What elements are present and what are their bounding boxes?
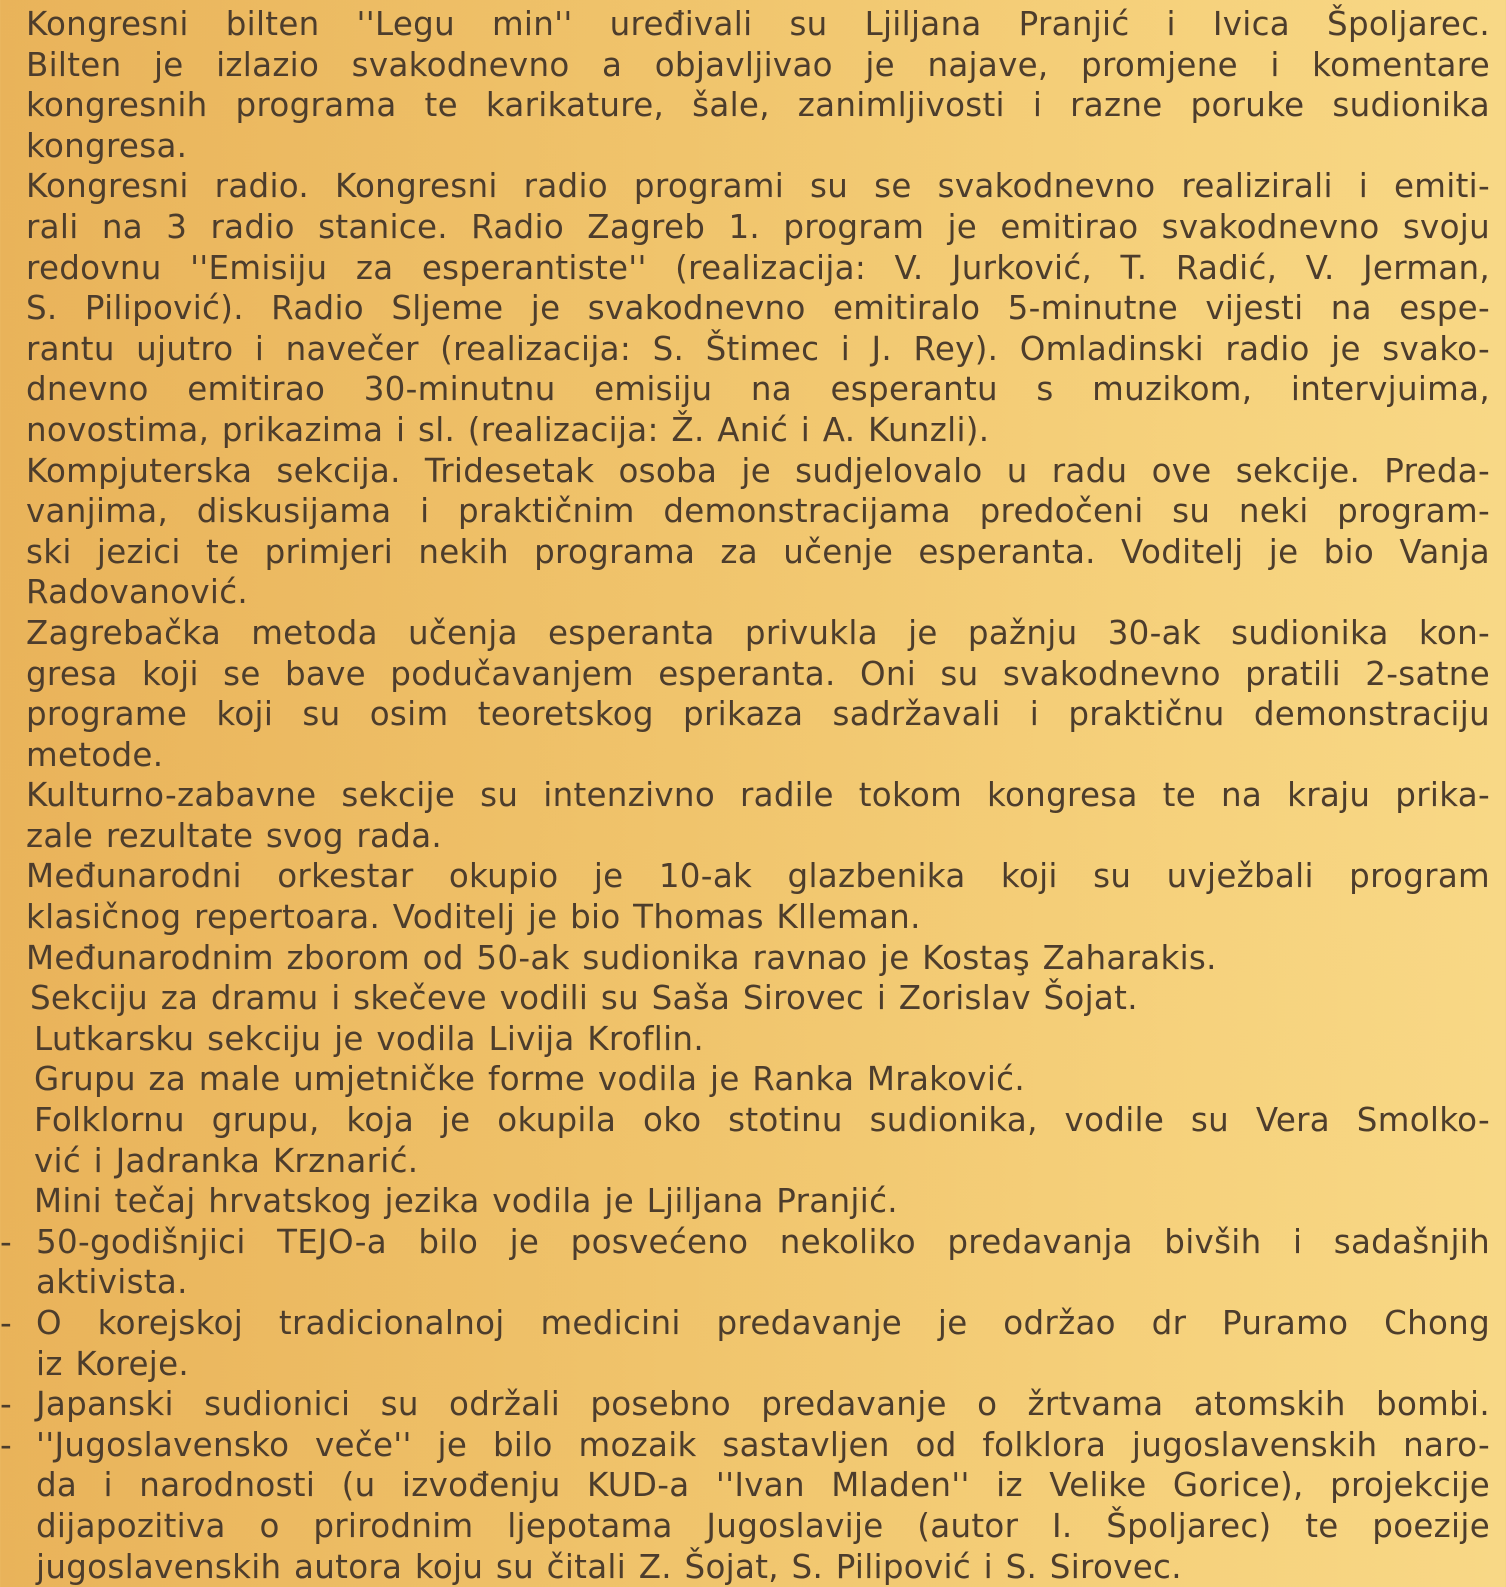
list-dash: -: [0, 1304, 13, 1342]
list-item: [0, 1303, 1490, 1344]
text-line: Međunarodnim zborom od 50-ak sudionika ravnao je Kostaş Zaharakis.: [26, 938, 1217, 977]
text-line: Bilten je izlazio svakodnevno a objavljivao je najave, promjene i komentare: [26, 45, 1490, 84]
list-dash: -: [0, 1222, 13, 1261]
list-item: [0, 1222, 1490, 1263]
text-line: redovnu ''Emisiju za esperantiste'' (realizacija: V. Jurković, T. Radić, V. Jerman,: [26, 248, 1490, 287]
text-line: novostima, prikazima i sl. (realizacija: Ž. Anić i A. Kunzli).: [26, 410, 990, 449]
list-item-text: 50-godišnjici TEJO-a bilo je posvećeno nekoliko predavanja bivših i sadašnjih: [36, 1222, 1490, 1261]
text-line: Kongresni bilten ''Legu min'' uređivali su Ljiljana Pranjić i Ivica Špoljarec.: [26, 5, 1490, 43]
text-line: metode.: [26, 735, 164, 774]
text-line: Lutkarsku sekciju je vodila Livija Kroflin.: [34, 1019, 704, 1058]
list-item: [0, 1425, 1490, 1466]
text-line: Kulturno-zabavne sekcije su intenzivno radile tokom kongresa te na kraju prika-: [26, 776, 1490, 815]
text-line: dijapozitiva o prirodnim ljepotama Jugoslavije (autor I. Špoljarec) te poezije: [36, 1506, 1490, 1545]
text-line: vić i Jadranka Krznarić.: [34, 1141, 419, 1180]
text-line: klasičnog repertoara. Voditelj je bio Thomas Klleman.: [26, 898, 921, 937]
text-line: Zagrebačka metoda učenja esperanta privukla je pažnju 30-ak sudionika kon-: [26, 613, 1490, 652]
text-line: da i narodnosti (u izvođenju KUD-a ''Ivan Mladen'' iz Velike Gorice), projekcije: [36, 1466, 1490, 1505]
text-line: Folklornu grupu, koja je okupila oko stotinu sudionika, vodile su Vera Smolko-: [34, 1101, 1490, 1140]
text-line: gresa koji se bave podučavanjem esperanta. Oni su svakodnevno pratili 2-satne: [26, 654, 1490, 693]
text-line: iz Koreje.: [36, 1344, 189, 1383]
text-line: Grupu za male umjetničke forme vodila je Ranka Mraković.: [34, 1060, 1025, 1099]
text-line: Kongresni radio. Kongresni radio programi su se svakodnevno realizirali i emiti-: [26, 167, 1490, 206]
list-item-text: ''Jugoslavensko veče'' je bilo mozaik sastavljen od folklora jugoslavenskih naro-: [36, 1425, 1490, 1464]
text-line: ski jezici te primjeri nekih programa za učenje esperanta. Voditelj je bio Vanja: [26, 532, 1490, 571]
text-line: Kompjuterska sekcija. Tridesetak osoba je sudjelovalo u radu ove sekcije. Preda-: [26, 451, 1490, 490]
list-item: [0, 1384, 1490, 1425]
text-line: Radovanović.: [26, 573, 248, 612]
list-item-text: Japanski sudionici su održali posebno predavanje o žrtvama atomskih bombi.: [36, 1385, 1490, 1424]
list-dash: -: [0, 1425, 13, 1464]
text-line: rali na 3 radio stanice. Radio Zagreb 1. program je emitirao svakodnevno svoju: [26, 207, 1490, 246]
text-line: rantu ujutro i navečer (realizacija: S. Štimec i J. Rey). Omladinski radio je svako-: [26, 329, 1490, 368]
text-line: programe koji su osim teoretskog prikaza sadržavali i praktičnu demonstraciju: [26, 695, 1490, 734]
text-line: vanjima, diskusijama i praktičnim demonstracijama predočeni su neki program-: [26, 492, 1490, 531]
list-item-text: O korejskoj tradicionalnoj medicini predavanje je održao dr Puramo Chong: [36, 1304, 1490, 1342]
text-line: dnevno emitirao 30-minutnu emisiju na esperantu s muzikom, intervjuima,: [26, 370, 1490, 409]
text-line: Sekciju za dramu i skečeve vodili su Saša Sirovec i Zorislav Šojat.: [30, 979, 1138, 1018]
list-dash: -: [0, 1385, 13, 1424]
text-line: aktivista.: [36, 1263, 188, 1302]
text-line: S. Pilipović). Radio Sljeme je svakodnevno emitiralo 5-minutne vijesti na espe-: [26, 289, 1490, 328]
text-line: kongresnih programa te karikature, šale, zanimljivosti i razne poruke sudionika: [26, 86, 1490, 125]
text-line: kongresa.: [26, 126, 188, 165]
text-line: Mini tečaj hrvatskog jezika vodila je Ljiljana Pranjić.: [34, 1182, 898, 1221]
text-line: Međunarodni orkestar okupio je 10-ak glazbenika koji su uvježbali program: [26, 857, 1490, 896]
text-line: jugoslavenskih autora koju su čitali Z. Šojat, S. Pilipović i S. Sirovec.: [36, 1547, 1182, 1586]
text-line: zale rezultate svog rada.: [26, 816, 443, 855]
